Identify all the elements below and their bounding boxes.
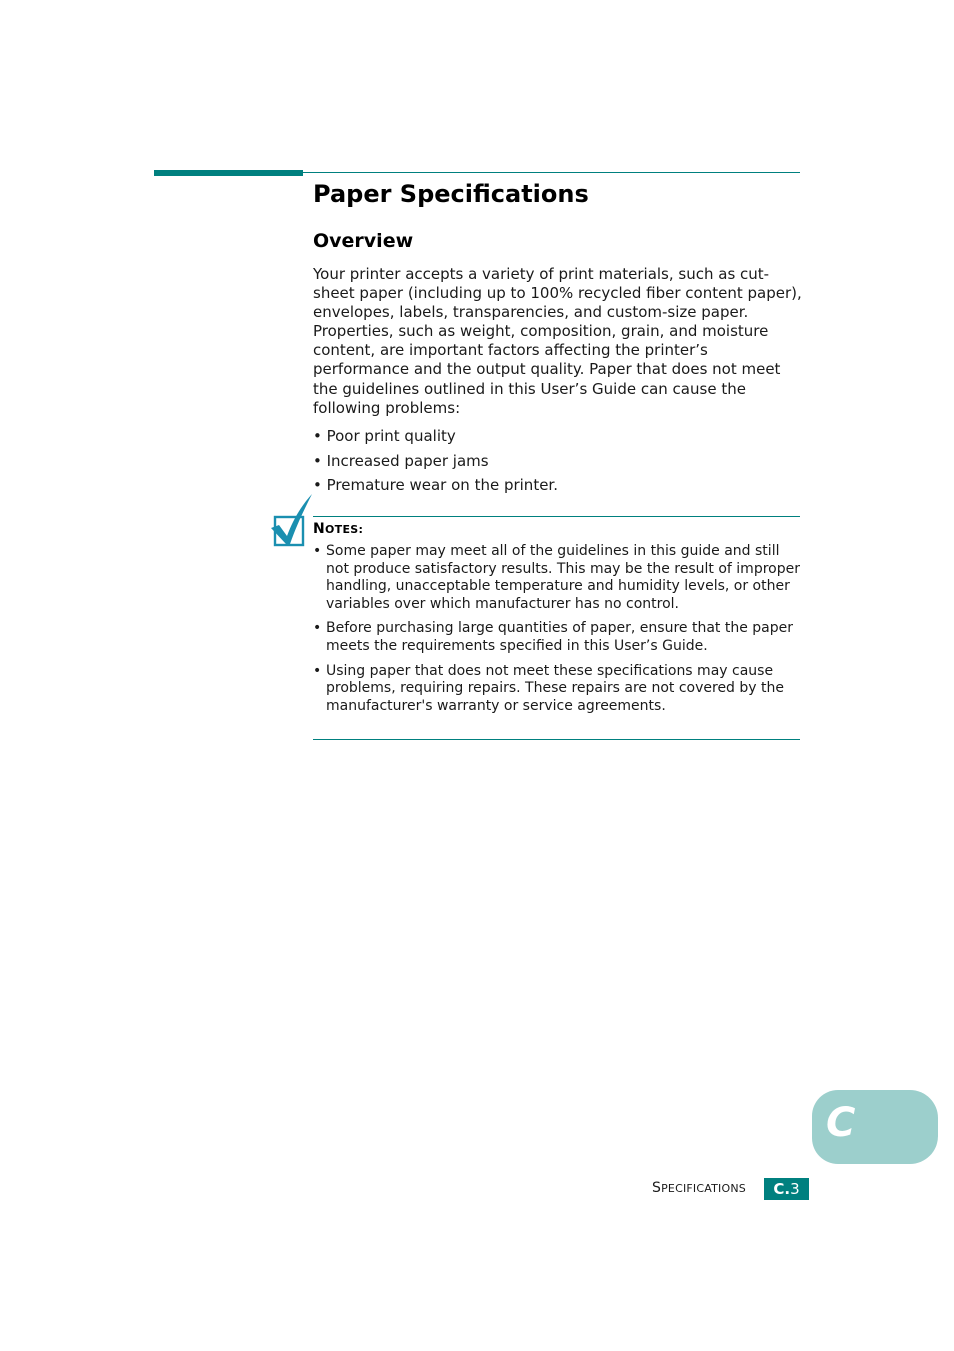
header-rule-thin	[303, 172, 800, 173]
notes-title: NOTES:	[313, 521, 364, 537]
overview-paragraph: Your printer accepts a variety of print materials, such as cut-sheet paper (including up to 100% recycled fiber content paper), envelopes, labels, transparencies, and custom-size paper. Properties, such as weight, composition, grain, and moisture content, are important factors affecting the printer’s performance and the output quality. Paper that does not meet the guidelines outlined in this User’s Guide can cause the following problems:	[313, 265, 802, 417]
notes-rule-top	[313, 516, 800, 517]
page-number-badge: C.3	[764, 1178, 809, 1200]
page-title: Paper Specifications	[313, 180, 589, 208]
list-item: • Using paper that does not meet these specifications may cause problems, requiring repairs. These repairs are not covered by the manufacturer's warranty or service agreements.	[313, 662, 784, 714]
notes-list	[313, 543, 800, 722]
checkmark-box-icon	[269, 492, 315, 548]
problems-list	[313, 427, 800, 501]
list-item: • Some paper may meet all of the guidelines in this guide and still not produce satisfactory results. This may be the result of improper handling, unacceptable temperature and humidity levels, or other variables over which manufacturer has no control.	[313, 543, 800, 612]
list-item: • Premature wear on the printer.	[313, 476, 558, 494]
footer-section-label: SPECIFICATIONS	[652, 1180, 746, 1196]
list-item: • Increased paper jams	[313, 451, 489, 470]
notes-rule-bottom	[313, 739, 800, 740]
chapter-tab-letter: C	[826, 1100, 856, 1146]
list-item: • Before purchasing large quantities of paper, ensure that the paper meets the requirements specified in this User’s Guide.	[313, 620, 793, 654]
header-rule-thick	[154, 170, 303, 176]
list-item: • Poor print quality	[313, 427, 456, 445]
section-heading: Overview	[313, 230, 414, 252]
